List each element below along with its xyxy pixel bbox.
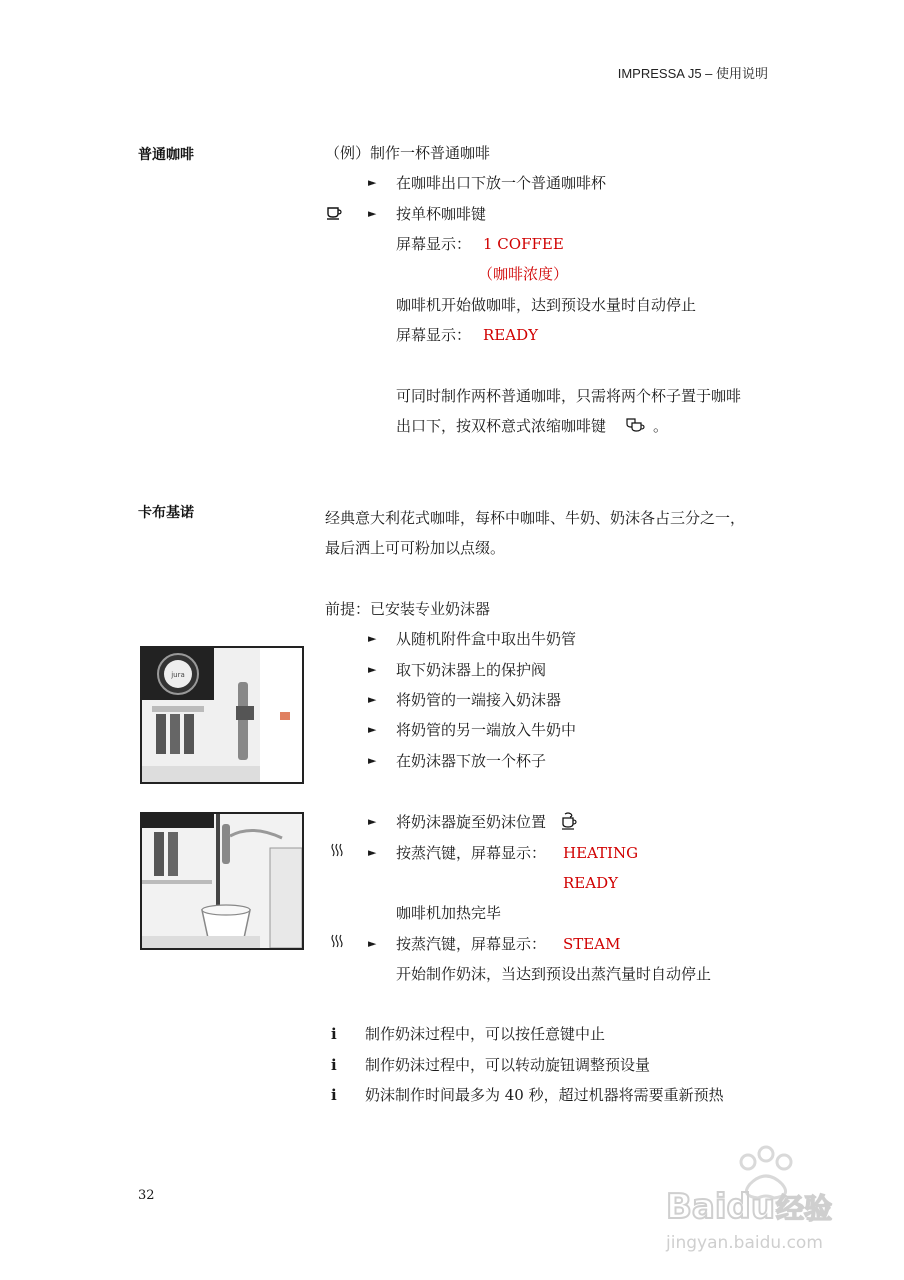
section1-note-line2: 出口下，按双杯意式浓缩咖啡键 (396, 417, 607, 435)
bullet-icon: ► (368, 632, 377, 645)
display-label: 屏幕显示： (396, 235, 472, 253)
froth-cup-icon (562, 812, 578, 830)
steam-icon (330, 934, 344, 950)
display-value-ready: READY (483, 326, 539, 344)
section1-note-line1: 可同时制作两杯普通咖啡，只需将两个杯子置于咖啡 (396, 387, 742, 405)
bullet-icon: ► (368, 176, 377, 189)
bullet-icon: ► (368, 663, 377, 676)
section2-step-a2: 取下奶沫器上的保护阀 (396, 661, 547, 679)
document-header: IMPRESSA J5 – 使用说明 (617, 66, 768, 81)
display-value-1-coffee: 1 COFFEE (483, 235, 564, 253)
section2-step-b3: 按蒸汽键，屏幕显示： (396, 935, 547, 953)
steam-icon (330, 843, 344, 859)
section2-desc-line2: 最后洒上可可粉加以点缀。 (325, 539, 506, 557)
bullet-icon: ► (368, 207, 377, 220)
double-cup-icon (626, 417, 646, 433)
illustration-machine-frother (140, 646, 304, 784)
single-cup-icon (326, 205, 342, 219)
bullet-icon: ► (368, 723, 377, 736)
bullet-icon: ► (368, 815, 377, 828)
section2-step-b2-after: 咖啡机加热完毕 (396, 904, 502, 922)
section2-step-b3-after: 开始制作奶沫，当达到预设出蒸汽量时自动停止 (396, 965, 712, 983)
section-title-cappuccino: 卡布基诺 (138, 505, 194, 521)
bullet-icon: ► (368, 937, 377, 950)
section-title-regular-coffee: 普通咖啡 (138, 147, 194, 163)
section1-note-end: 。 (653, 417, 669, 435)
section2-step-a3: 将奶管的一端接入奶沫器 (396, 691, 562, 709)
bullet-icon: ► (368, 846, 377, 859)
display-label: 屏幕显示： (396, 326, 472, 344)
section1-step-2: 按单杯咖啡键 (396, 205, 487, 223)
baidu-watermark (646, 1140, 846, 1270)
watermark-url: jingyan.baidu.com (666, 1233, 823, 1253)
section1-after-text: 咖啡机开始做咖啡，达到预设水量时自动停止 (396, 296, 697, 314)
watermark-brand: Baidu (666, 1187, 776, 1227)
display-value-strength: （咖啡浓度） (478, 265, 569, 283)
info-icon: i (331, 1025, 337, 1043)
section2-desc-line1: 经典意大利花式咖啡，每杯中咖啡、牛奶、奶沫各占三分之一， (325, 509, 746, 527)
section2-step-a4: 将奶管的另一端放入牛奶中 (396, 721, 577, 739)
section2-step-a5: 在奶沫器下放一个杯子 (396, 752, 547, 770)
section1-intro: （例）制作一杯普通咖啡 (325, 144, 491, 162)
info-line-3: 奶沫制作时间最多为 40 秒，超过机器将需要重新预热 (365, 1086, 724, 1104)
illustration-frothing-cup (140, 812, 304, 950)
display-value-steam: STEAM (563, 935, 621, 953)
bullet-icon: ► (368, 693, 377, 706)
info-icon: i (331, 1056, 337, 1074)
display-value-ready: READY (563, 874, 619, 892)
section2-step-b2: 按蒸汽键，屏幕显示： (396, 844, 547, 862)
bullet-icon: ► (368, 754, 377, 767)
display-value-heating: HEATING (563, 844, 639, 862)
svg-text:jura: jura (171, 671, 185, 679)
page-number: 32 (138, 1188, 155, 1203)
info-icon: i (331, 1086, 337, 1104)
section2-step-b1: 将奶沫器旋至奶沫位置 (396, 813, 547, 831)
info-line-1: 制作奶沫过程中，可以按任意键中止 (365, 1025, 606, 1043)
section2-step-a1: 从随机附件盒中取出牛奶管 (396, 630, 577, 648)
watermark-brand-cn: 经验 (776, 1192, 833, 1225)
section1-step-1: 在咖啡出口下放一个普通咖啡杯 (396, 174, 607, 192)
section2-prerequisite: 前提：已安装专业奶沫器 (325, 600, 491, 618)
info-line-2: 制作奶沫过程中，可以转动旋钮调整预设量 (365, 1056, 651, 1074)
